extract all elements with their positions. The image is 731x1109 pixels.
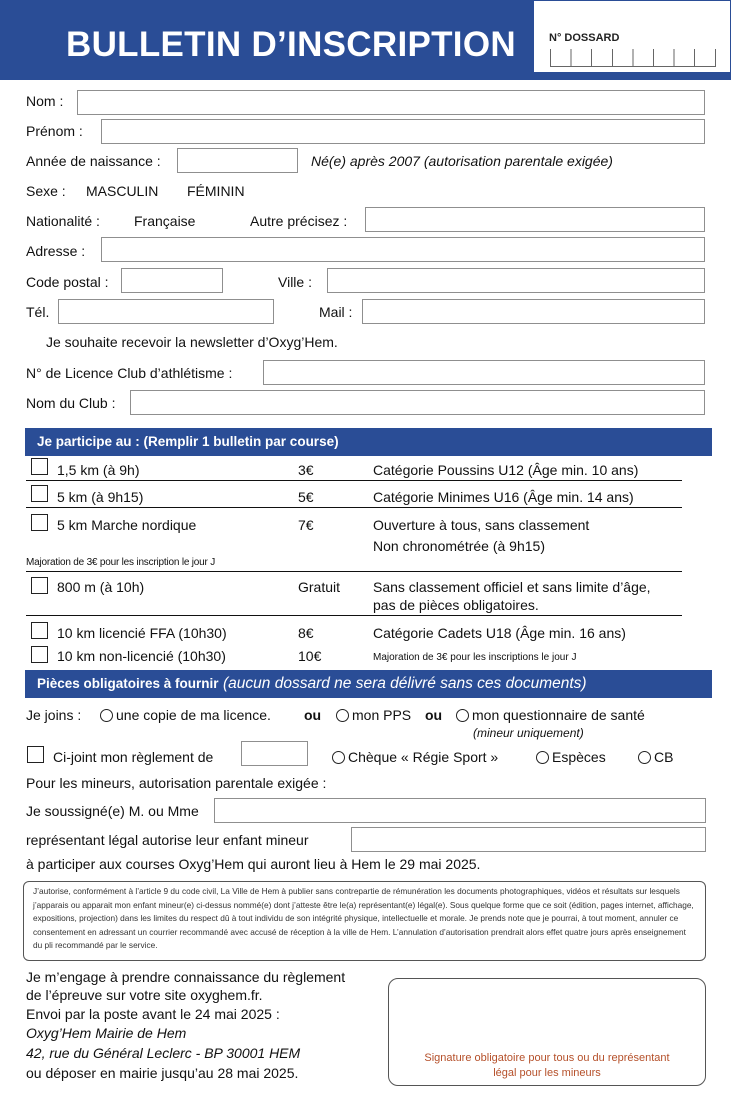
page-title: BULLETIN D’INSCRIPTION bbox=[66, 25, 516, 64]
annee-note: Né(e) après 2007 (autorisation parentale exigée) bbox=[311, 153, 613, 169]
documents-header-line bbox=[37, 675, 587, 693]
tel-label: Tél. bbox=[26, 304, 50, 320]
footer-line-1: Je m’engage à prendre connaissance du règlement bbox=[26, 969, 346, 985]
race-6-name: 10 km non-licencié (10h30) bbox=[57, 648, 226, 664]
signature-caption-1: Signature obligatoire pour tous ou du représentant bbox=[424, 1052, 670, 1064]
surcharge-note: Majoration de 3€ pour les inscription le jour J bbox=[26, 557, 216, 568]
prenom-label: Prénom : bbox=[26, 123, 83, 139]
race-3-info-2: Non chronométrée (à 9h15) bbox=[373, 538, 545, 554]
race-2-price: 5€ bbox=[298, 489, 314, 505]
race-6-price: 10€ bbox=[298, 648, 322, 664]
nationalite-label: Nationalité : bbox=[26, 213, 100, 229]
signature-box[interactable] bbox=[388, 978, 706, 1086]
autre-field[interactable] bbox=[365, 207, 705, 232]
race-divider bbox=[26, 571, 682, 572]
race-3-checkbox[interactable] bbox=[31, 514, 48, 531]
mail-field[interactable] bbox=[362, 299, 705, 324]
race-1-price: 3€ bbox=[298, 462, 314, 478]
race-4-name: 800 m (à 10h) bbox=[57, 579, 145, 595]
adresse-label: Adresse : bbox=[26, 243, 86, 259]
race-5-info: Catégorie Cadets U18 (Âge min. 16 ans) bbox=[373, 625, 626, 641]
doc-questionnaire-label: mon questionnaire de santé bbox=[472, 707, 645, 723]
race-3-info: Ouverture à tous, sans classement bbox=[373, 517, 590, 533]
footer-line-3: Envoi par la poste avant le 24 mai 2025 : bbox=[26, 1006, 280, 1022]
race-5-name: 10 km licencié FFA (10h30) bbox=[57, 625, 227, 641]
reglement-checkbox[interactable] bbox=[27, 746, 44, 763]
annee-label: Année de naissance : bbox=[26, 153, 161, 169]
radio-icon[interactable] bbox=[456, 709, 469, 722]
ville-field[interactable] bbox=[327, 268, 705, 293]
licence-field[interactable] bbox=[263, 360, 705, 385]
race-1-info: Catégorie Poussins U12 (Âge min. 10 ans) bbox=[373, 462, 639, 478]
enfant-field[interactable] bbox=[351, 827, 706, 852]
legal-text: J’autorise, conformément à l’article 9 du code civil, La Ville de Hem à publier sans contrepartie de rémunération les documents photographiques, vidéos et résultats sur lesquels j’apparais ou apparait mon enfant mineur(e) ci-dessus nommé(e) dont j’atteste être le(a) représentant(e) légal(e). Sous quelque forme que ce soit (édition, pages internet, affichage, expositions, projection) dans les limites du respect dû à tout individu de son intégrité physique, intellectuelle et morale. Je prends note que je pourrai, à tout moment, annuler ce consentement en adressant un courrier recommandé avec accusé de réception à la ville de Hem. L’annulation d’autorisation prendrait alors effet quatre jours après enseignement du pli recommandé par le service. bbox=[23, 881, 706, 961]
race-divider bbox=[26, 480, 682, 481]
participer-text: à participer aux courses Oxyg’Hem qui auront lieu à Hem le 29 mai 2025. bbox=[26, 856, 481, 872]
race-6-info: Majoration de 3€ pour les inscriptions le jour J bbox=[373, 652, 577, 663]
signature-caption-2: légal pour les mineurs bbox=[493, 1067, 601, 1079]
race-4-price: Gratuit bbox=[298, 579, 341, 595]
race-2-info: Catégorie Minimes U16 (Âge min. 14 ans) bbox=[373, 489, 634, 505]
annee-field[interactable] bbox=[177, 148, 298, 173]
radio-icon[interactable] bbox=[332, 751, 345, 764]
documents-header-text: Pièces obligatoires à fournir bbox=[37, 676, 219, 691]
newsletter-label[interactable]: Je souhaite recevoir la newsletter d’Oxyg’Hem. bbox=[46, 334, 338, 350]
race-5-price: 8€ bbox=[298, 625, 314, 641]
soussigne-label: Je soussigné(e) M. ou Mme bbox=[26, 803, 199, 819]
questionnaire-note: (mineur uniquement) bbox=[473, 726, 584, 740]
doc-pps-label: mon PPS bbox=[352, 707, 412, 723]
doc-pps-option[interactable] bbox=[336, 707, 411, 723]
ou-text: ou bbox=[304, 707, 322, 723]
code-postal-label: Code postal : bbox=[26, 274, 109, 290]
joins-label: Je joins : bbox=[26, 707, 82, 723]
tel-field[interactable] bbox=[58, 299, 274, 324]
documents-header bbox=[25, 670, 712, 698]
race-1-name: 1,5 km (à 9h) bbox=[57, 462, 140, 478]
race-3-name: 5 km Marche nordique bbox=[57, 517, 197, 533]
masculin-option[interactable]: MASCULIN bbox=[86, 183, 159, 199]
representant-label: représentant légal autorise leur enfant mineur bbox=[26, 832, 309, 848]
code-postal-field[interactable] bbox=[121, 268, 223, 293]
reglement-label: Ci-joint mon règlement de bbox=[53, 749, 214, 765]
race-divider bbox=[26, 507, 682, 508]
race-3-price: 7€ bbox=[298, 517, 314, 533]
race-1-checkbox[interactable] bbox=[31, 458, 48, 475]
feminin-option[interactable]: FÉMININ bbox=[187, 183, 245, 199]
footer-line-4: Oxyg’Hem Mairie de Hem bbox=[26, 1025, 187, 1041]
reglement-amount-field[interactable] bbox=[241, 741, 308, 766]
club-field[interactable] bbox=[130, 390, 705, 415]
dossard-ticks[interactable] bbox=[550, 49, 716, 67]
cheque-option[interactable] bbox=[332, 749, 498, 765]
sexe-label: Sexe : bbox=[26, 183, 66, 199]
dossard-box bbox=[533, 0, 731, 73]
soussigne-field[interactable] bbox=[214, 798, 706, 823]
especes-option[interactable] bbox=[536, 749, 606, 765]
especes-label: Espèces bbox=[552, 749, 606, 765]
race-4-info-2: pas de pièces obligatoires. bbox=[373, 597, 539, 613]
cb-option[interactable] bbox=[638, 749, 673, 765]
nom-label: Nom : bbox=[26, 93, 64, 109]
ou-text: ou bbox=[425, 707, 443, 723]
prenom-field[interactable] bbox=[101, 119, 705, 144]
footer-line-2: de l’épreuve sur votre site oxyghem.fr. bbox=[26, 987, 263, 1003]
signature-caption bbox=[389, 1051, 705, 1081]
cheque-label: Chèque « Régie Sport » bbox=[348, 749, 499, 765]
footer-line-5: 42, rue du Général Leclerc - BP 30001 HEM bbox=[26, 1045, 301, 1061]
race-4-info: Sans classement officiel et sans limite d’âge, bbox=[373, 579, 651, 595]
minors-intro: Pour les mineurs, autorisation parentale exigée : bbox=[26, 775, 327, 791]
race-4-checkbox[interactable] bbox=[31, 577, 48, 594]
doc-licence-label: une copie de ma licence. bbox=[116, 707, 271, 723]
ville-label: Ville : bbox=[278, 274, 312, 290]
radio-icon[interactable] bbox=[100, 709, 113, 722]
doc-questionnaire-option[interactable] bbox=[456, 707, 645, 723]
race-divider bbox=[26, 615, 682, 616]
races-header-text: Je participe au : (Remplir 1 bulletin par course) bbox=[37, 434, 339, 449]
documents-header-note: (aucun dossard ne sera délivré sans ces documents) bbox=[223, 675, 587, 692]
radio-icon[interactable] bbox=[536, 751, 549, 764]
adresse-field[interactable] bbox=[101, 237, 705, 262]
mail-label: Mail : bbox=[319, 304, 353, 320]
race-2-name: 5 km (à 9h15) bbox=[57, 489, 144, 505]
francaise-option[interactable]: Française bbox=[134, 213, 196, 229]
race-6-checkbox[interactable] bbox=[31, 646, 48, 663]
race-2-checkbox[interactable] bbox=[31, 485, 48, 502]
dossard-label: N° DOSSARD bbox=[549, 32, 620, 44]
club-label: Nom du Club : bbox=[26, 395, 116, 411]
autre-label: Autre précisez : bbox=[250, 213, 348, 229]
nom-field[interactable] bbox=[77, 90, 705, 115]
doc-licence-option[interactable] bbox=[100, 707, 271, 723]
race-5-checkbox[interactable] bbox=[31, 622, 48, 639]
races-header bbox=[25, 428, 712, 456]
radio-icon[interactable] bbox=[638, 751, 651, 764]
cb-label: CB bbox=[654, 749, 674, 765]
footer-line-6: ou déposer en mairie jusqu’au 28 mai 2025. bbox=[26, 1065, 299, 1081]
licence-label: N° de Licence Club d’athlétisme : bbox=[26, 365, 233, 381]
radio-icon[interactable] bbox=[336, 709, 349, 722]
